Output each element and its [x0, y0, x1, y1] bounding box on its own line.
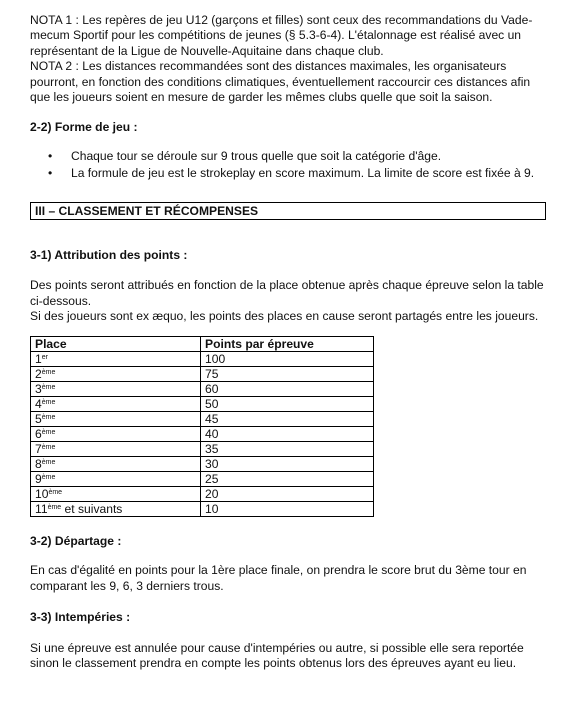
intemperies-text: Si une épreuve est annulée pour cause d'intempéries ou autre, si possible elle sera reportée sinon le classement prendra en compte les points obtenus lors des épreuves ayant eu lieu.: [30, 640, 524, 671]
place-cell: [31, 441, 201, 456]
points-cell: 45: [201, 411, 374, 426]
points-cell: 50: [201, 396, 374, 411]
place-cell: [31, 381, 201, 396]
document-page: [30, 13, 547, 672]
place-suffix-text: et suivants: [61, 501, 123, 516]
table-row: [31, 486, 374, 501]
attribution-paragraph-1: Des points seront attribués en fonction de la place obtenue après chaque épreuve selon la table ci-dessous.: [30, 278, 544, 308]
place-number: 6: [35, 426, 42, 441]
place-cell: [31, 456, 201, 471]
points-cell: 75: [201, 366, 374, 381]
bullet-icon: •: [48, 148, 53, 163]
place-suffix: ème: [41, 368, 56, 376]
place-number: 11: [35, 501, 48, 516]
table-row: [31, 396, 374, 411]
place-cell: [31, 486, 201, 501]
forme-bullet-list: [30, 148, 547, 182]
place-number: 2: [35, 366, 42, 381]
heading-attribution-points: 3-1) Attribution des points :: [30, 247, 188, 262]
heading-intemperies: 3-3) Intempéries :: [30, 610, 131, 625]
attribution-paragraph-2: Si des joueurs sont ex æquo, les points des places en cause seront partagés entre les joueurs.: [30, 309, 539, 324]
place-suffix: ème: [41, 383, 56, 391]
place-cell: [31, 366, 201, 381]
list-item: [30, 148, 547, 165]
place-suffix: er: [41, 353, 48, 361]
table-row: [31, 426, 374, 441]
table-row: [31, 456, 374, 471]
table-row: [31, 411, 374, 426]
heading-departage: 3-2) Départage :: [30, 533, 122, 548]
place-number: 1: [35, 351, 42, 366]
points-cell: 40: [201, 426, 374, 441]
column-header-points: Points par épreuve: [201, 336, 374, 351]
points-cell: 10: [201, 501, 374, 516]
points-cell: 25: [201, 471, 374, 486]
place-cell: [31, 501, 201, 516]
table-row: [31, 501, 374, 516]
departage-text: En cas d'égalité en points pour la 1ère place finale, on prendra le score brut du 3ème tour en comparant les 9, 6, 3 derniers trous.: [30, 563, 527, 593]
place-cell: [31, 426, 201, 441]
bullet-icon: •: [48, 165, 53, 180]
table-row: [31, 351, 374, 366]
table-row: [31, 441, 374, 456]
place-suffix: ème: [47, 503, 62, 511]
place-number: 3: [35, 381, 42, 396]
place-suffix: ème: [41, 398, 56, 406]
table-header-row: [31, 336, 374, 351]
place-number: 7: [35, 441, 42, 456]
place-number: 4: [35, 396, 42, 411]
list-item-text: Chaque tour se déroule sur 9 trous quelle que soit la catégorie d'âge.: [71, 148, 442, 163]
table-row: [31, 366, 374, 381]
table-row: [31, 381, 374, 396]
place-cell: [31, 351, 201, 366]
place-cell: [31, 411, 201, 426]
points-cell: 100: [201, 351, 374, 366]
nota-1: NOTA 1 : Les repères de jeu U12 (garçons et filles) sont ceux des recommandations du Vade-mecum Sportif pour les compétitions de jeunes (§ 5.3-6-4). L'étalonnage est réalisé avec un représentant de la Ligue de Nouvelle-Aquitaine dans chaque club.: [30, 13, 533, 58]
place-suffix: ème: [41, 413, 56, 421]
place-cell: [31, 396, 201, 411]
section-heading-classement: III – CLASSEMENT ET RÉCOMPENSES: [30, 202, 546, 220]
points-cell: 30: [201, 456, 374, 471]
column-header-place: Place: [31, 336, 201, 351]
heading-forme-de-jeu: 2-2) Forme de jeu :: [30, 120, 138, 135]
list-item-text: La formule de jeu est le strokeplay en score maximum. La limite de score est fixée à 9.: [71, 165, 535, 180]
points-table: [30, 336, 374, 517]
points-cell: 60: [201, 381, 374, 396]
place-cell: [31, 471, 201, 486]
points-cell: 20: [201, 486, 374, 501]
place-suffix: ème: [41, 428, 56, 436]
nota-2: NOTA 2 : Les distances recommandées sont des distances maximales, les organisateurs pourront, en fonction des conditions climatiques, éventuellement raccourcir ces distances afin que les joueurs soient en mesure de garder les mêmes clubs quelle que soit la saison.: [30, 59, 531, 105]
place-number: 9: [35, 471, 42, 486]
place-suffix: ème: [41, 458, 56, 466]
list-item: [30, 165, 547, 182]
place-suffix: ème: [41, 473, 56, 481]
place-number: 10: [35, 486, 49, 501]
place-suffix: ème: [48, 488, 63, 496]
place-suffix: ème: [41, 443, 56, 451]
place-number: 8: [35, 456, 42, 471]
table-row: [31, 471, 374, 486]
points-cell: 35: [201, 441, 374, 456]
place-number: 5: [35, 411, 42, 426]
